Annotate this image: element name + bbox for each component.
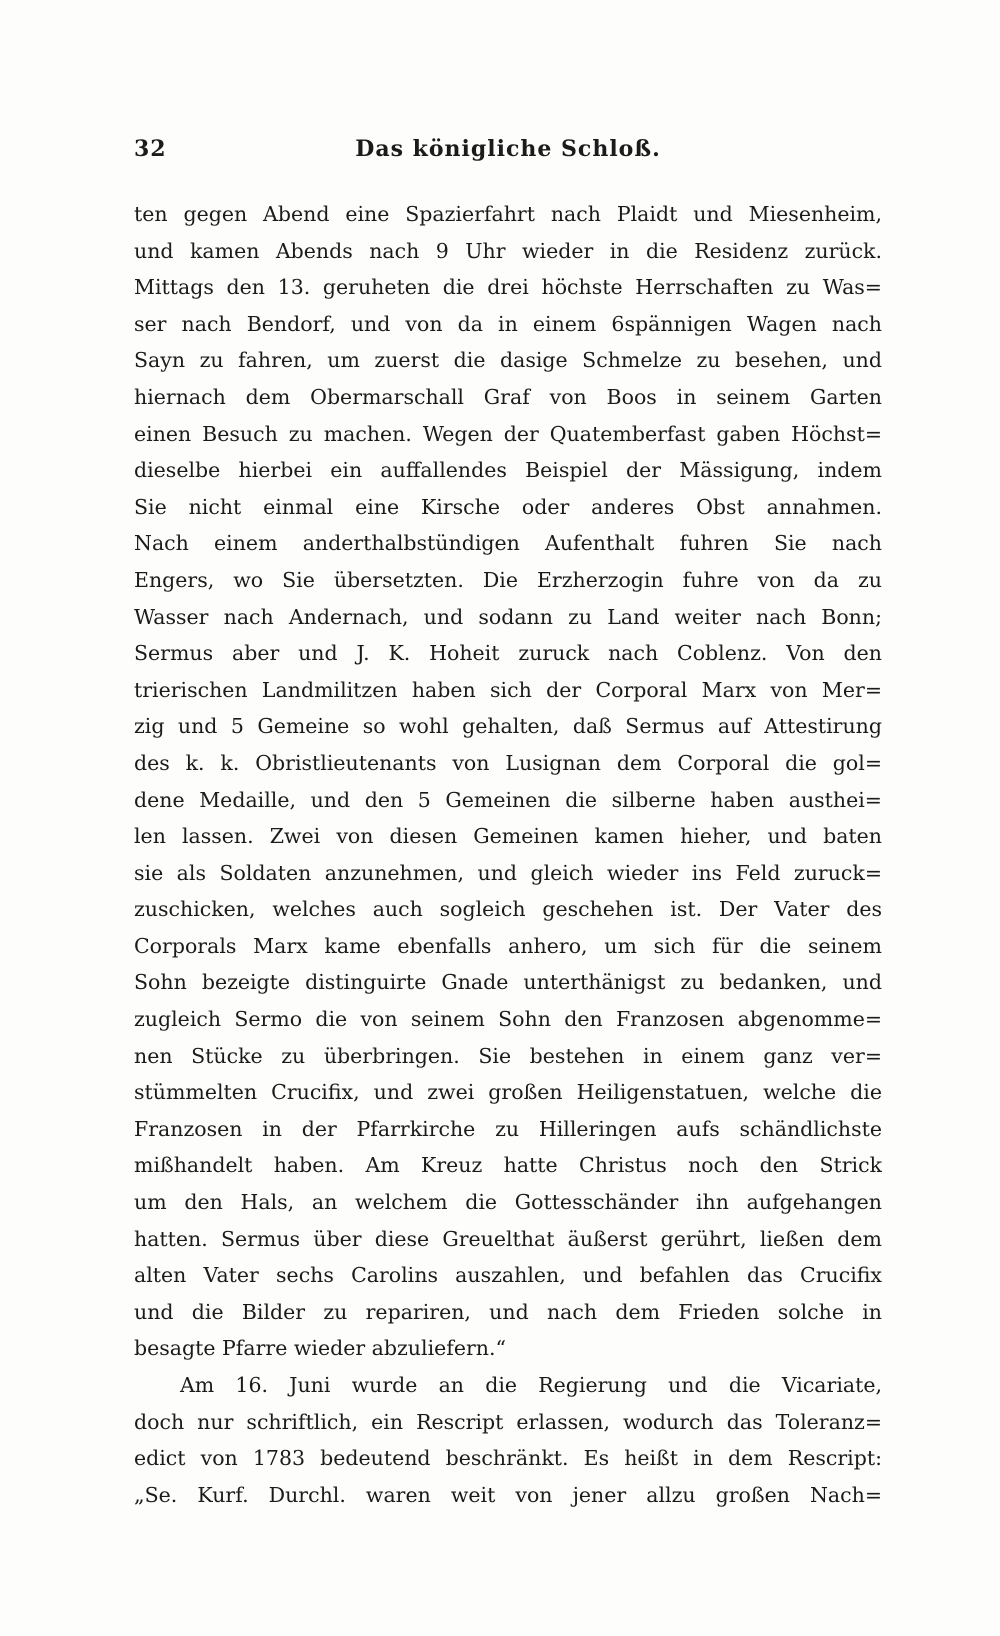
text-line: Mittags den 13. geruheten die drei höchste Herrschaften zu Was= bbox=[134, 275, 882, 300]
text-line: Am 16. Juni wurde an die Regierung und die Vicariate, bbox=[180, 1373, 882, 1397]
text-line: Franzosen in der Pfarrkirche zu Hilleringen aufs schändlichste bbox=[134, 1116, 882, 1141]
text-line: Sayn zu fahren, um zuerst die dasige Schmelze zu besehen, und bbox=[134, 348, 882, 373]
text-line: zig und 5 Gemeine so wohl gehalten, daß Sermus auf Attestirung bbox=[134, 714, 882, 739]
text-line: sie als Soldaten anzunehmen, und gleich wieder ins Feld zuruck= bbox=[134, 860, 882, 885]
text-line: Nach einem anderthalbstündigen Aufenthalt fuhren Sie nach bbox=[134, 531, 882, 556]
text-line: stümmelten Crucifix, und zwei großen Heiligenstatuen, welche die bbox=[134, 1080, 882, 1105]
text-line: dieselbe hierbei ein auffallendes Beispiel der Mässigung, indem bbox=[134, 458, 882, 483]
text-line: Sermus aber und J. K. Hoheit zuruck nach Coblenz. Von den bbox=[134, 641, 882, 666]
text-line: doch nur schriftlich, ein Rescript erlassen, wodurch das Toleranz= bbox=[134, 1409, 882, 1434]
text-line: edict von 1783 bedeutend beschränkt. Es heißt in dem Rescript: bbox=[134, 1446, 882, 1471]
text-line: len lassen. Zwei von diesen Gemeinen kamen hieher, und baten bbox=[134, 824, 882, 849]
text-line: mißhandelt haben. Am Kreuz hatte Christus noch den Strick bbox=[134, 1153, 882, 1178]
text-line: ten gegen Abend eine Spazierfahrt nach Plaidt und Miesenheim, bbox=[134, 202, 882, 226]
text-line: alten Vater sechs Carolins auszahlen, und befahlen das Crucifix bbox=[134, 1263, 882, 1288]
running-title: Das königliche Schloß. bbox=[355, 136, 661, 162]
text-line: Sohn bezeigte distinguirte Gnade unterthänigst zu bedanken, und bbox=[134, 970, 882, 995]
text-line: und kamen Abends nach 9 Uhr wieder in die Residenz zurück. bbox=[134, 238, 882, 263]
text-line: „Se. Kurf. Durchl. waren weit von jener allzu großen Nach= bbox=[134, 1482, 882, 1507]
text-line: um den Hals, an welchem die Gottesschänder ihn aufgehangen bbox=[134, 1190, 882, 1215]
text-line: besagte Pfarre wieder abzuliefern.“ bbox=[134, 1336, 506, 1361]
text-line: trierischen Landmilitzen haben sich der Corporal Marx von Mer= bbox=[134, 677, 882, 702]
body-text bbox=[134, 196, 882, 1513]
text-line: zuschicken, welches auch sogleich geschehen ist. Der Vater des bbox=[134, 897, 882, 922]
text-line: Corporals Marx kame ebenfalls anhero, um sich für die seinem bbox=[134, 933, 882, 958]
text-line: Wasser nach Andernach, und sodann zu Land weiter nach Bonn; bbox=[134, 604, 882, 629]
text-line: hatten. Sermus über diese Greuelthat äußerst gerührt, ließen dem bbox=[134, 1226, 882, 1251]
text-line: und die Bilder zu repariren, und nach dem Frieden solche in bbox=[134, 1299, 882, 1324]
text-line: zugleich Sermo die von seinem Sohn den Franzosen abgenomme= bbox=[134, 1007, 882, 1032]
running-head bbox=[134, 136, 882, 170]
text-line: ser nach Bendorf, und von da in einem 6spännigen Wagen nach bbox=[134, 311, 882, 336]
text-line: dene Medaille, und den 5 Gemeinen die silberne haben austhei= bbox=[134, 787, 882, 812]
text-line: nen Stücke zu überbringen. Sie bestehen in einem ganz ver= bbox=[134, 1043, 882, 1068]
text-line: einen Besuch zu machen. Wegen der Quatemberfast gaben Höchst= bbox=[134, 421, 882, 446]
text-line: des k. k. Obristlieutenants von Lusignan dem Corporal die gol= bbox=[134, 750, 882, 775]
text-line: hiernach dem Obermarschall Graf von Boos in seinem Garten bbox=[134, 384, 882, 409]
text-line: Engers, wo Sie übersetzten. Die Erzherzogin fuhre von da zu bbox=[134, 567, 882, 592]
page-number: 32 bbox=[134, 136, 167, 162]
text-line: Sie nicht einmal eine Kirsche oder anderes Obst annahmen. bbox=[134, 494, 882, 519]
